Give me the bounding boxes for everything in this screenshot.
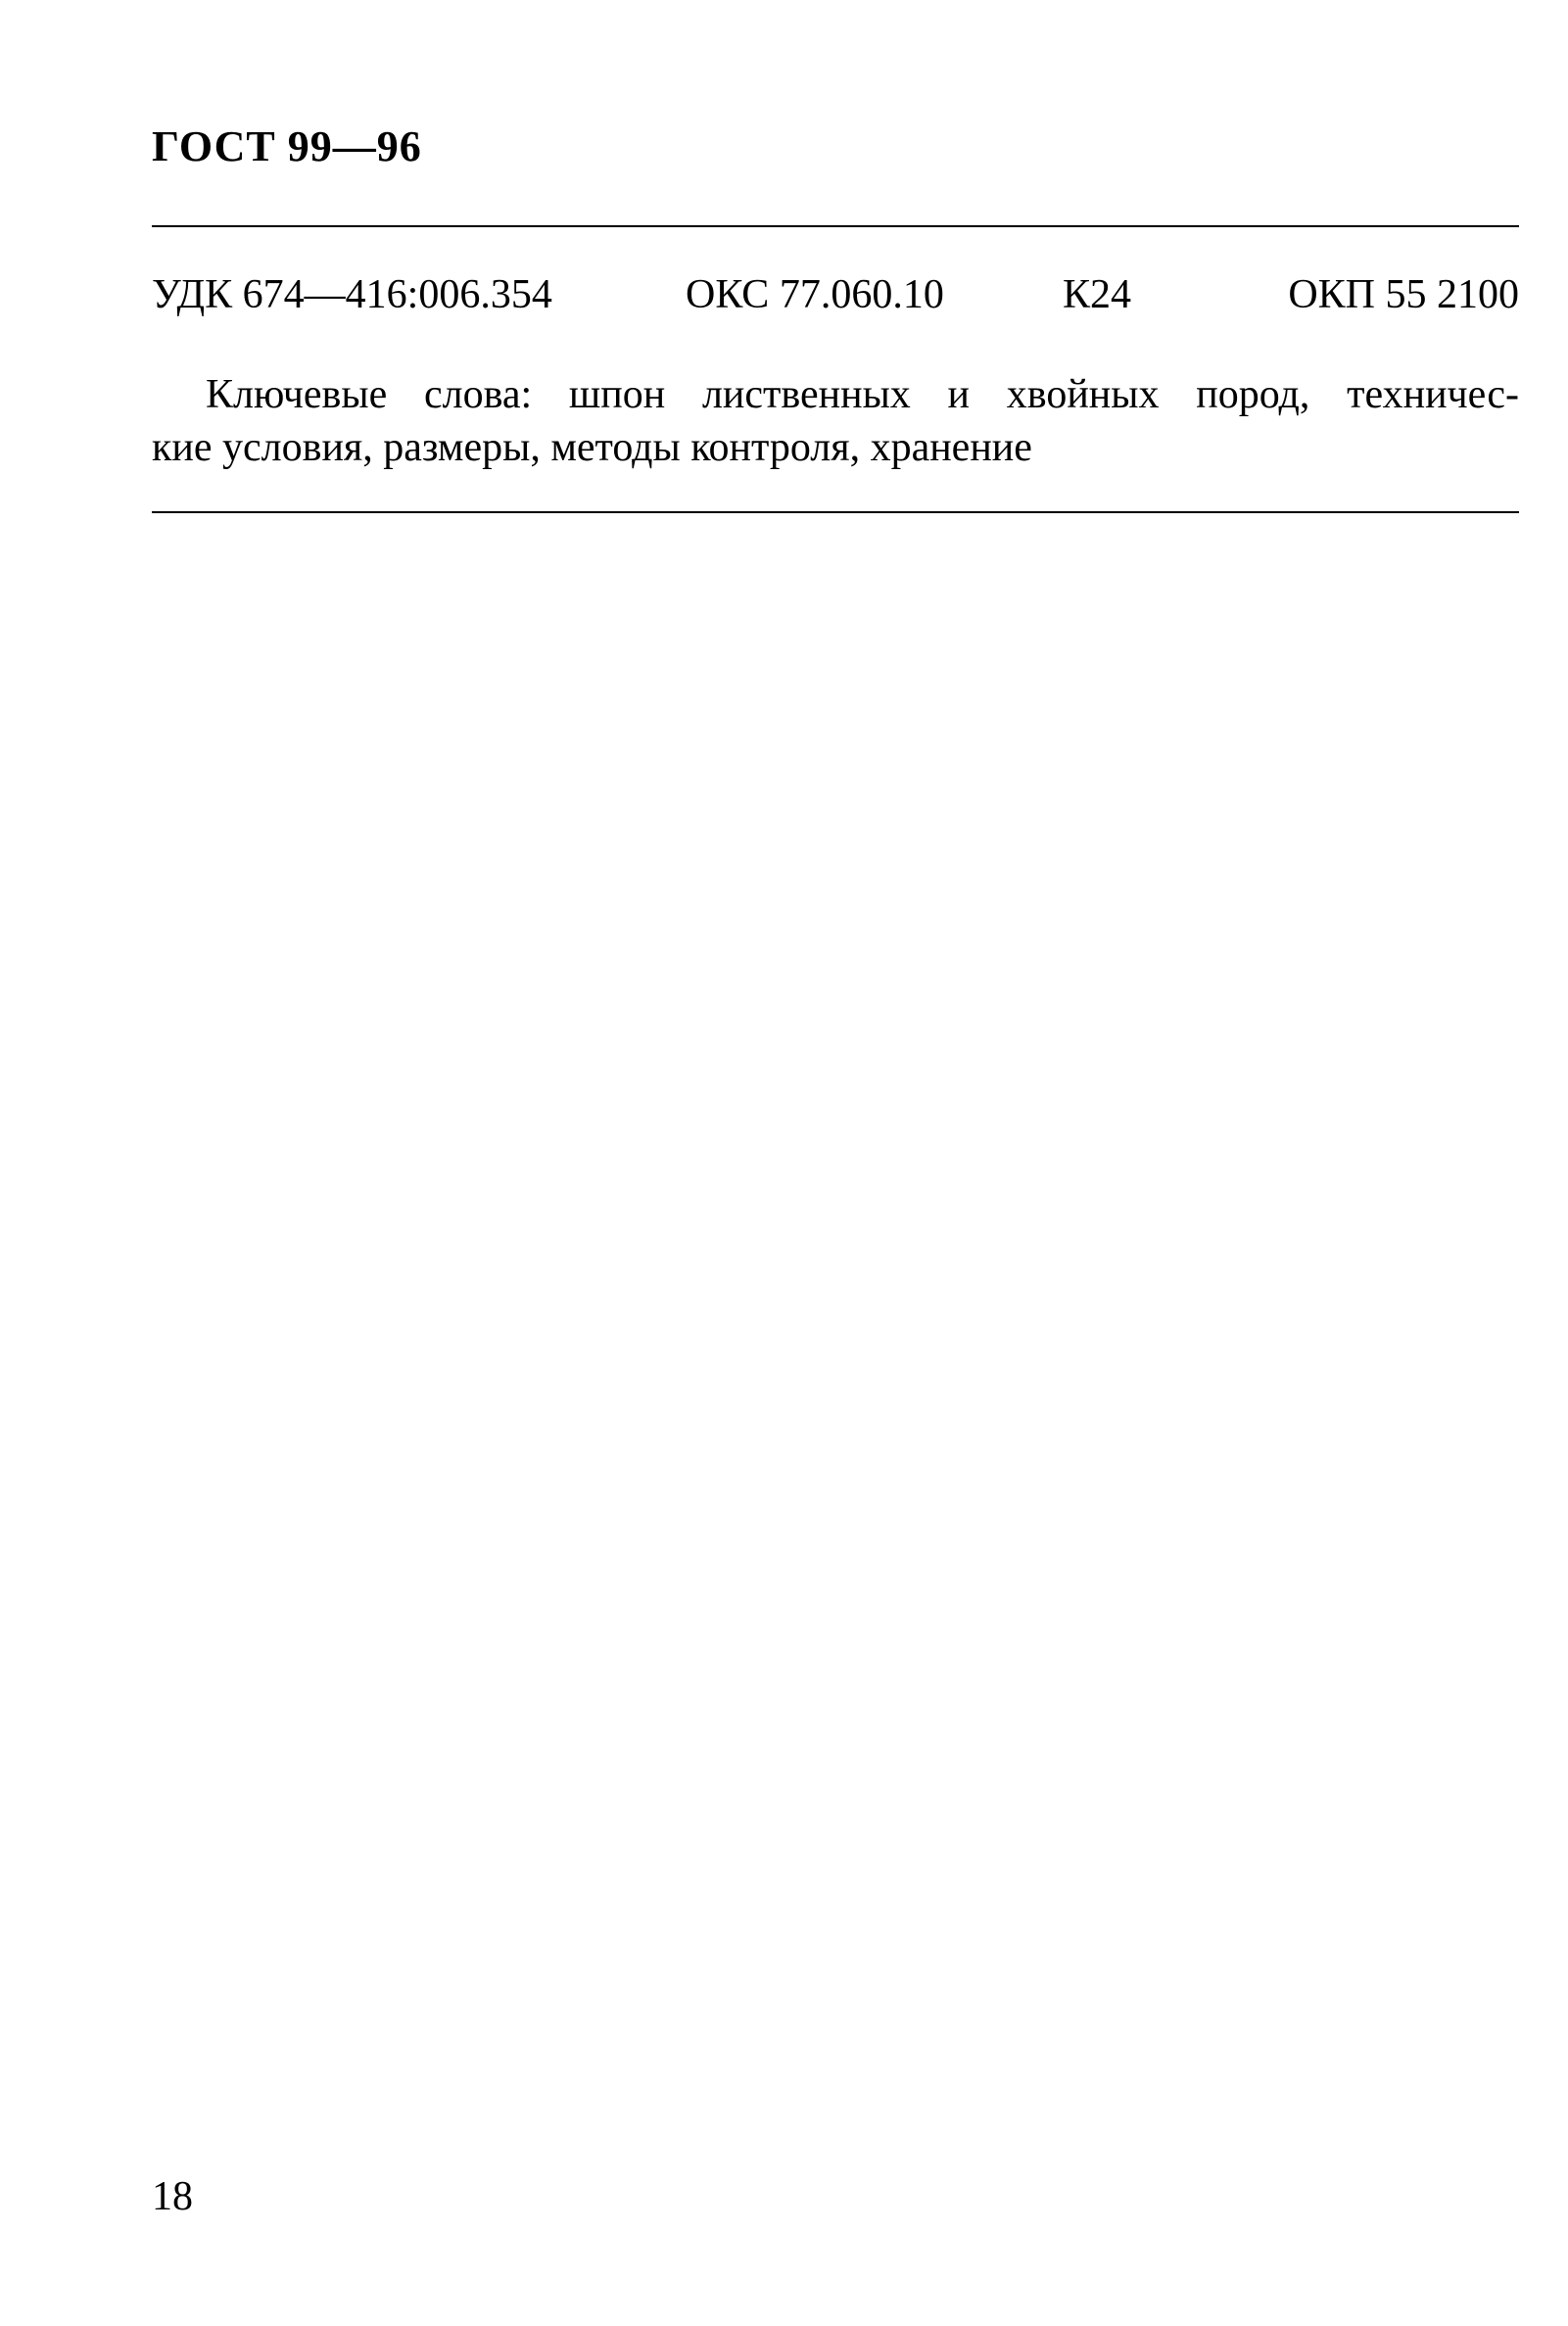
page-number: 18 — [152, 2174, 193, 2219]
okp-code: ОКП 55 2100 — [1288, 272, 1519, 317]
bottom-divider — [152, 511, 1519, 513]
udc-code: УДК 674—416:006.354 — [152, 272, 552, 317]
group-code: К24 — [1063, 272, 1132, 317]
keywords-line-2: кие условия, размеры, методы контроля, хранение — [152, 425, 1032, 470]
keywords-paragraph — [152, 368, 1519, 474]
keywords-line-1: Ключевые слова: шпон лиственных и хвойных пород, техничес- — [206, 372, 1519, 417]
oks-code: ОКС 77.060.10 — [686, 272, 944, 317]
top-divider — [152, 225, 1519, 227]
classification-codes — [152, 270, 1519, 319]
standard-designation: ГОСТ 99—96 — [152, 122, 422, 170]
